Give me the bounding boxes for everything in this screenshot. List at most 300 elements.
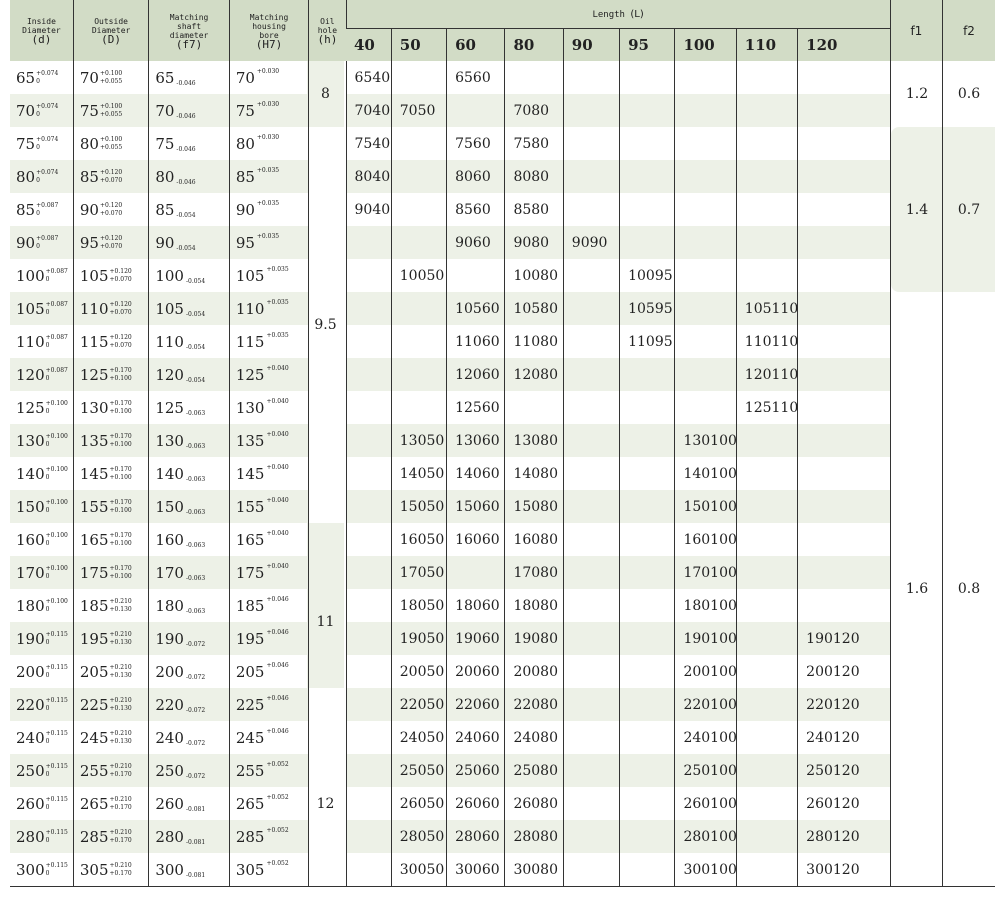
cell-length-80: 11080 [505, 325, 563, 358]
tolerance-stack [110, 697, 132, 713]
base-value: 130 [155, 432, 184, 450]
cell-inside-diameter [10, 655, 73, 688]
cell-length-120 [798, 589, 891, 622]
cell-length-110 [736, 655, 797, 688]
cell-length-95 [620, 160, 675, 193]
table-row [10, 820, 995, 853]
cell-inside-diameter [10, 787, 73, 820]
base-value: 85 [79, 168, 99, 186]
tolerance-lower: +0.070 [109, 309, 132, 316]
cell-length-90 [563, 655, 619, 688]
cell-shaft-diameter [149, 193, 229, 226]
tolerance-upper: +0.115 [45, 697, 68, 704]
cell-length-100 [675, 94, 736, 127]
tolerance-upper: +0.074 [36, 103, 59, 110]
tolerance-lower: -0.063 [185, 542, 206, 549]
tolerance-upper: +0.210 [109, 697, 132, 704]
base-value: 190 [155, 630, 184, 648]
cell-length-40: 8040 [346, 160, 391, 193]
cell-length-90: 9090 [563, 226, 619, 259]
tolerance-lower: 0 [45, 573, 50, 580]
tolerance-lower: -0.054 [176, 212, 196, 219]
cell-shaft-diameter [149, 853, 229, 886]
tolerance-lower: +0.100 [109, 507, 132, 514]
f1-group-3: 1.6 [905, 581, 929, 597]
cell-shaft-diameter [149, 655, 229, 688]
base-value: 175 [235, 564, 265, 582]
cell-length-80 [505, 391, 563, 424]
cell-length-100: 160100 [675, 523, 736, 556]
tolerance-lower: -0.063 [185, 443, 206, 450]
cell-length-60: 16060 [447, 523, 505, 556]
tolerance-lower: +0.070 [109, 342, 132, 349]
tolerance-upper: +0.100 [99, 136, 123, 143]
tolerance-stack [36, 70, 58, 86]
cell-length-110: 120110 [736, 358, 797, 391]
table-bottom-rule [10, 886, 995, 887]
base-value: 125 [235, 366, 265, 384]
tolerance-lower: 0 [45, 474, 50, 481]
tolerance-lower: +0.100 [109, 408, 132, 415]
base-value: 115 [235, 333, 265, 351]
cell-inside-diameter [10, 490, 73, 523]
cell-length-110 [736, 160, 797, 193]
cell-housing-bore [229, 94, 308, 127]
tolerance-lower: -0.081 [185, 872, 206, 879]
cell-length-60: 30060 [447, 853, 505, 886]
cell-length-110 [736, 193, 797, 226]
tolerance-stack [110, 499, 132, 515]
tolerance-upper: +0.046 [266, 728, 289, 735]
tolerance-lower: -0.054 [185, 344, 206, 351]
tolerance-lower: 0 [45, 606, 50, 613]
cell-outside-diameter [73, 589, 148, 622]
base-value: 120 [16, 366, 45, 384]
tolerance-lower: -0.054 [185, 278, 206, 285]
tolerance-lower: +0.130 [109, 738, 132, 745]
tolerance-lower: 0 [36, 78, 40, 85]
base-value: 195 [235, 630, 265, 648]
tolerance-upper: +0.100 [45, 598, 68, 605]
tolerance-upper: +0.100 [45, 400, 68, 407]
base-value: 130 [79, 399, 109, 417]
cell-length-50 [391, 127, 446, 160]
oil-hole-group-3: 11 [316, 614, 335, 630]
cell-shaft-diameter [149, 721, 229, 754]
tolerance-lower: 0 [36, 210, 40, 217]
tolerance-upper: +0.046 [266, 662, 289, 669]
cell-outside-diameter [73, 523, 148, 556]
cell-shaft-diameter [149, 523, 229, 556]
table-row [10, 292, 995, 325]
cell-length-50: 15050 [391, 490, 446, 523]
table-row [10, 127, 995, 160]
tolerance-upper: +0.040 [266, 431, 289, 438]
cell-inside-diameter [10, 754, 73, 787]
cell-length-80: 9080 [505, 226, 563, 259]
header-length: Length (L) [346, 0, 890, 29]
cell-length-50: 16050 [391, 523, 446, 556]
cell-inside-diameter [10, 94, 73, 127]
cell-length-80: 30080 [505, 853, 563, 886]
tolerance-lower: -0.046 [176, 113, 196, 120]
tolerance-stack [110, 829, 132, 845]
cell-length-40 [346, 424, 391, 457]
tolerance-upper: +0.120 [99, 235, 123, 242]
header-housing-bore: Matching housing bore (H7) [229, 0, 308, 61]
cell-length-80: 28080 [505, 820, 563, 853]
tolerance-lower: -0.054 [185, 377, 206, 384]
f2-group-3: 0.8 [957, 581, 981, 597]
tolerance-stack [36, 136, 58, 152]
cell-length-120 [798, 358, 891, 391]
cell-length-120: 240120 [798, 721, 891, 754]
cell-inside-diameter [10, 259, 73, 292]
base-value: 90 [16, 234, 36, 252]
tolerance-upper: +0.120 [109, 268, 132, 275]
base-value: 140 [16, 465, 45, 483]
cell-length-50: 24050 [391, 721, 446, 754]
tolerance-lower: 0 [45, 342, 50, 349]
tolerance-lower: 0 [45, 804, 50, 811]
tolerance-upper: +0.030 [256, 68, 280, 75]
tolerance-upper: +0.040 [266, 464, 289, 471]
cell-length-110 [736, 853, 797, 886]
cell-housing-bore [229, 226, 308, 259]
tolerance-lower: +0.070 [109, 276, 132, 283]
table-row [10, 61, 995, 94]
cell-length-95 [620, 391, 675, 424]
tolerance-upper: +0.030 [256, 101, 280, 108]
cell-length-100 [675, 358, 736, 391]
cell-length-60: 14060 [447, 457, 505, 490]
cell-length-95 [620, 754, 675, 787]
base-value: 150 [16, 498, 45, 516]
cell-inside-diameter [10, 556, 73, 589]
cell-outside-diameter [73, 820, 148, 853]
base-value: 110 [16, 333, 45, 351]
length-header-60: 60 [447, 29, 505, 62]
cell-length-95 [620, 61, 675, 94]
cell-length-50: 22050 [391, 688, 446, 721]
cell-shaft-diameter [149, 61, 229, 94]
tolerance-stack [100, 103, 122, 119]
base-value: 100 [155, 267, 184, 285]
cell-length-60 [447, 94, 505, 127]
tolerance-lower: +0.070 [99, 243, 123, 250]
cell-length-60 [447, 259, 505, 292]
tolerance-lower: 0 [36, 243, 40, 250]
cell-length-100: 260100 [675, 787, 736, 820]
base-value: 265 [235, 795, 265, 813]
tolerance-stack [110, 367, 132, 383]
base-value: 185 [235, 597, 265, 615]
cell-length-95: 10595 [620, 292, 675, 325]
cell-length-90 [563, 556, 619, 589]
tolerance-upper: +0.052 [266, 794, 289, 801]
tolerance-stack [46, 532, 68, 548]
cell-length-50: 17050 [391, 556, 446, 589]
tolerance-lower: 0 [45, 672, 50, 679]
base-value: 155 [235, 498, 265, 516]
header-inside-diameter: Inside Diameter (d) [10, 0, 73, 61]
cell-length-95 [620, 655, 675, 688]
cell-inside-diameter [10, 688, 73, 721]
cell-length-95: 11095 [620, 325, 675, 358]
oil-hole-group-1: 8 [321, 86, 330, 102]
base-value: 205 [235, 663, 265, 681]
cell-length-95 [620, 556, 675, 589]
cell-length-90 [563, 523, 619, 556]
base-value: 95 [79, 234, 99, 252]
cell-length-80: 8580 [505, 193, 563, 226]
cell-shaft-diameter [149, 556, 229, 589]
base-value: 185 [79, 597, 109, 615]
cell-length-60 [447, 556, 505, 589]
cell-inside-diameter [10, 325, 73, 358]
table-row [10, 490, 995, 523]
tolerance-upper: +0.040 [266, 530, 289, 537]
cell-inside-diameter [10, 622, 73, 655]
tolerance-stack [100, 235, 122, 251]
tolerance-lower: +0.130 [109, 705, 132, 712]
cell-outside-diameter [73, 193, 148, 226]
tolerance-upper: +0.052 [266, 827, 289, 834]
cell-length-95 [620, 94, 675, 127]
base-value: 180 [16, 597, 45, 615]
cell-length-110 [736, 754, 797, 787]
tolerance-stack [100, 136, 122, 152]
tolerance-stack [46, 334, 68, 350]
cell-length-110 [736, 721, 797, 754]
cell-length-95 [620, 787, 675, 820]
cell-shaft-diameter [149, 754, 229, 787]
base-value: 240 [155, 729, 184, 747]
base-value: 100 [16, 267, 45, 285]
base-value: 200 [16, 663, 45, 681]
tolerance-stack [110, 565, 132, 581]
cell-length-100: 250100 [675, 754, 736, 787]
base-value: 65 [16, 69, 36, 87]
base-value: 170 [155, 564, 184, 582]
cell-length-110 [736, 94, 797, 127]
base-value: 85 [155, 201, 175, 219]
cell-length-90 [563, 622, 619, 655]
cell-length-60: 13060 [447, 424, 505, 457]
base-value: 260 [155, 795, 184, 813]
tolerance-upper: +0.035 [266, 332, 289, 339]
cell-length-50: 19050 [391, 622, 446, 655]
base-value: 75 [155, 135, 175, 153]
tolerance-stack [36, 235, 58, 251]
cell-inside-diameter [10, 127, 73, 160]
cell-shaft-diameter [149, 589, 229, 622]
tolerance-lower: -0.063 [185, 410, 206, 417]
cell-length-90 [563, 457, 619, 490]
cell-length-120 [798, 94, 891, 127]
cell-length-95 [620, 490, 675, 523]
cell-length-120 [798, 226, 891, 259]
cell-length-120: 220120 [798, 688, 891, 721]
cell-length-80: 7580 [505, 127, 563, 160]
tolerance-stack [110, 433, 132, 449]
cell-length-110 [736, 523, 797, 556]
base-value: 245 [235, 729, 265, 747]
base-value: 65 [155, 69, 175, 87]
cell-length-120: 300120 [798, 853, 891, 886]
tolerance-upper: +0.115 [45, 631, 68, 638]
tolerance-upper: +0.100 [99, 70, 123, 77]
base-value: 265 [79, 795, 109, 813]
cell-length-40: 6540 [346, 61, 391, 94]
base-value: 90 [155, 234, 175, 252]
cell-inside-diameter [10, 292, 73, 325]
tolerance-upper: +0.087 [36, 235, 59, 242]
tolerance-upper: +0.115 [45, 829, 68, 836]
tolerance-upper: +0.087 [36, 202, 59, 209]
tolerance-upper: +0.040 [266, 398, 289, 405]
table-row [10, 523, 995, 556]
cell-shaft-diameter [149, 457, 229, 490]
tolerance-stack [46, 862, 68, 878]
cell-length-110 [736, 424, 797, 457]
cell-length-80: 25080 [505, 754, 563, 787]
tolerance-lower: -0.072 [185, 707, 206, 714]
cell-length-40 [346, 226, 391, 259]
cell-housing-bore [229, 325, 308, 358]
tolerance-lower: -0.072 [185, 674, 206, 681]
base-value: 160 [155, 531, 184, 549]
cell-length-120 [798, 325, 891, 358]
tolerance-upper: +0.210 [109, 598, 132, 605]
tolerance-upper: +0.170 [109, 367, 132, 374]
table-row [10, 787, 995, 820]
cell-length-110 [736, 127, 797, 160]
tolerance-lower: -0.063 [185, 476, 206, 483]
tolerance-upper: +0.170 [109, 565, 132, 572]
cell-length-60: 15060 [447, 490, 505, 523]
tolerance-stack [110, 631, 132, 647]
cell-housing-bore [229, 457, 308, 490]
f1-group-1: 1.2 [905, 86, 929, 102]
tolerance-lower: +0.170 [109, 804, 132, 811]
base-value: 260 [16, 795, 45, 813]
tolerance-stack [100, 202, 122, 218]
cell-length-90 [563, 424, 619, 457]
table-row [10, 589, 995, 622]
tolerance-stack [110, 268, 132, 284]
cell-length-120 [798, 523, 891, 556]
tolerance-stack [110, 334, 132, 350]
cell-length-40: 9040 [346, 193, 391, 226]
tolerance-lower: +0.070 [99, 210, 123, 217]
cell-housing-bore [229, 787, 308, 820]
cell-length-120 [798, 61, 891, 94]
cell-inside-diameter [10, 160, 73, 193]
cell-length-100 [675, 259, 736, 292]
cell-length-40 [346, 556, 391, 589]
cell-length-95 [620, 721, 675, 754]
base-value: 70 [235, 69, 255, 87]
cell-housing-bore [229, 622, 308, 655]
tolerance-upper: +0.115 [45, 664, 68, 671]
cell-shaft-diameter [149, 787, 229, 820]
base-value: 280 [155, 828, 184, 846]
cell-length-80 [505, 61, 563, 94]
cell-outside-diameter [73, 94, 148, 127]
cell-length-50: 28050 [391, 820, 446, 853]
length-header-90: 90 [563, 29, 619, 62]
cell-length-80: 24080 [505, 721, 563, 754]
tolerance-lower: +0.055 [99, 111, 123, 118]
cell-shaft-diameter [149, 127, 229, 160]
cell-length-50: 7050 [391, 94, 446, 127]
tolerance-upper: +0.115 [45, 862, 68, 869]
table-row [10, 325, 995, 358]
cell-length-120 [798, 259, 891, 292]
tolerance-stack [46, 301, 68, 317]
cell-length-110 [736, 787, 797, 820]
cell-inside-diameter [10, 391, 73, 424]
tolerance-upper: +0.100 [45, 565, 68, 572]
base-value: 220 [155, 696, 184, 714]
cell-length-120 [798, 292, 891, 325]
cell-inside-diameter [10, 61, 73, 94]
cell-length-90 [563, 391, 619, 424]
tolerance-stack [110, 862, 132, 878]
cell-length-90 [563, 358, 619, 391]
cell-length-90 [563, 94, 619, 127]
cell-length-50 [391, 358, 446, 391]
table-row [10, 391, 995, 424]
cell-outside-diameter [73, 853, 148, 886]
base-value: 140 [155, 465, 184, 483]
base-value: 70 [79, 69, 99, 87]
cell-length-100 [675, 226, 736, 259]
cell-length-110 [736, 226, 797, 259]
cell-length-60: 8060 [447, 160, 505, 193]
cell-length-90 [563, 754, 619, 787]
tolerance-lower: 0 [36, 111, 40, 118]
cell-length-90 [563, 259, 619, 292]
cell-length-60: 9060 [447, 226, 505, 259]
cell-length-110 [736, 589, 797, 622]
cell-housing-bore [229, 292, 308, 325]
tolerance-upper: +0.074 [36, 169, 59, 176]
cell-shaft-diameter [149, 622, 229, 655]
tolerance-stack [110, 532, 132, 548]
cell-length-90 [563, 325, 619, 358]
tolerance-upper: +0.040 [266, 497, 289, 504]
base-value: 75 [79, 102, 99, 120]
tolerance-upper: +0.035 [256, 233, 280, 240]
cell-length-95 [620, 457, 675, 490]
base-value: 285 [235, 828, 265, 846]
cell-length-110: 105110 [736, 292, 797, 325]
tolerance-upper: +0.120 [99, 169, 123, 176]
cell-length-100: 280100 [675, 820, 736, 853]
cell-length-90 [563, 160, 619, 193]
base-value: 130 [16, 432, 45, 450]
cell-length-90 [563, 292, 619, 325]
cell-length-80: 18080 [505, 589, 563, 622]
cell-length-120: 260120 [798, 787, 891, 820]
tolerance-stack [46, 565, 68, 581]
base-value: 105 [155, 300, 184, 318]
base-value: 305 [235, 861, 265, 879]
cell-length-95 [620, 622, 675, 655]
cell-length-40 [346, 721, 391, 754]
